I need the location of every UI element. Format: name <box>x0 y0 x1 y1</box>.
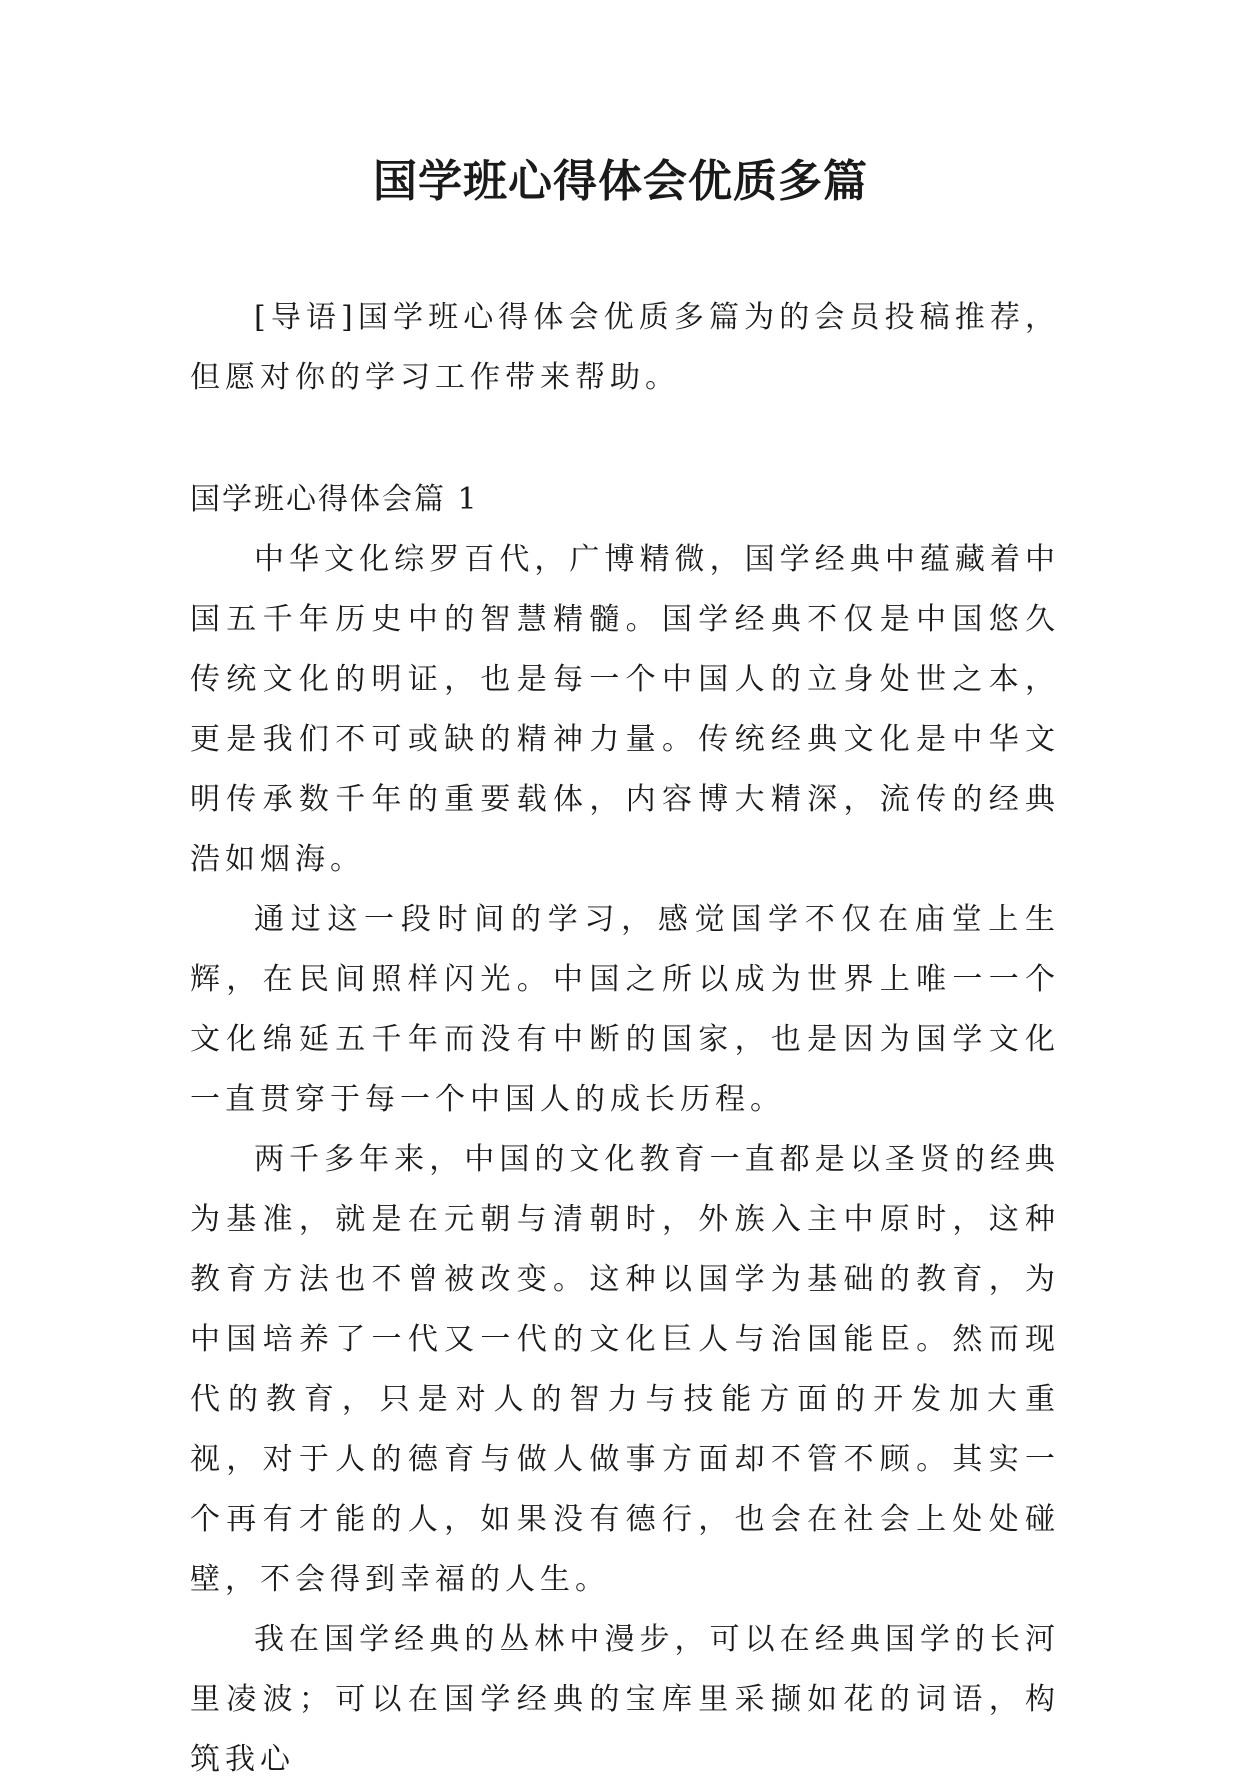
body-paragraph: 两千多年来，中国的文化教育一直都是以圣贤的经典为基准，就是在元朝与清朝时，外族入主中原时，这种教育方法也不曾被改变。这种以国学为基础的教育，为中国培养了一代又一代的文化巨人与治国能臣。然而现代的教育，只是对人的智力与技能方面的开发加大重视，对于人的德育与做人做事方面却不管不顾。其实一个再有才能的人，如果没有德行，也会在社会上处处碰壁，不会得到幸福的人生。 <box>190 1142 1060 1597</box>
document-body <box>190 288 1060 1790</box>
body-paragraph: 我在国学经典的丛林中漫步，可以在经典国学的长河里凌波；可以在国学经典的宝库里采撷如花的词语，构筑我心 <box>190 1622 1060 1777</box>
body-paragraph: 中华文化综罗百代，广博精微，国学经典中蕴藏着中国五千年历史中的智慧精髓。国学经典不仅是中国悠久传统文化的明证，也是每一个中国人的立身处世之本，更是我们不可或缺的精神力量。传统经典文化是中华文明传承数千年的重要载体，内容博大精深，流传的经典浩如烟海。 <box>190 542 1060 877</box>
intro-paragraph: [导语]国学班心得体会优质多篇为的会员投稿推荐，但愿对你的学习工作带来帮助。 <box>190 300 1060 395</box>
document-title: 国学班心得体会优质多篇 <box>373 156 868 207</box>
body-paragraph: 通过这一段时间的学习，感觉国学不仅在庙堂上生辉，在民间照样闪光。中国之所以成为世界上唯一一个文化绵延五千年而没有中断的国家，也是因为国学文化一直贯穿于每一个中国人的成长历程。 <box>190 902 1060 1117</box>
section-heading: 国学班心得体会篇 1 <box>190 482 479 517</box>
